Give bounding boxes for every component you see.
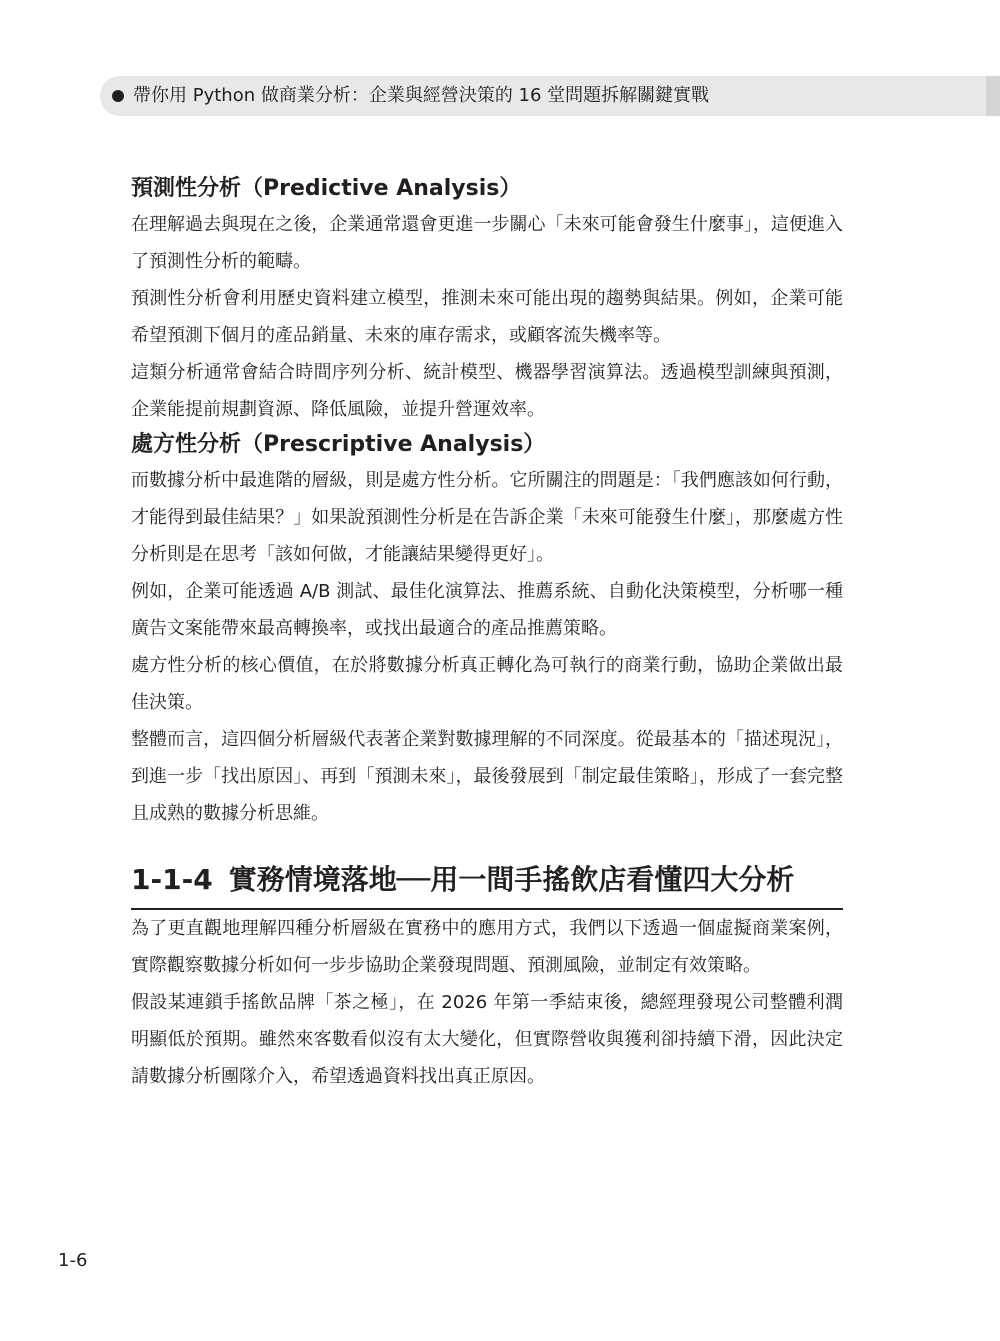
page-number: 1-6 <box>58 1250 88 1271</box>
page-content <box>131 172 843 1095</box>
predictive-heading: 預測性分析（Predictive Analysis） <box>131 176 522 201</box>
paragraph: 在理解過去與現在之後，企業通常還會更進一步關心「未來可能會發生什麼事」，這便進入了預測性分析的範疇。 <box>131 214 843 272</box>
paragraph: 假設某連鎖手搖飲品牌「茶之極」，在 2026 年第一季結束後，總經理發現公司整體利潤明顯低於預期。雖然來客數看似沒有太大變化，但實際營收與獲利卻持續下滑，因此決定請數據分析團隊介入，希望透過資料找出真正原因。 <box>131 992 843 1087</box>
bullet-dot-icon <box>112 90 124 102</box>
section-heading <box>131 858 843 910</box>
section-title: 實務情境落地──用一間手搖飲店看懂四大分析 <box>228 863 795 896</box>
paragraph: 處方性分析的核心價值，在於將數據分析真正轉化為可執行的商業行動，協助企業做出最佳決策。 <box>131 655 843 713</box>
paragraph: 而數據分析中最進階的層級，則是處方性分析。它所關注的問題是：「我們應該如何行動，才能得到最佳結果？」如果說預測性分析是在告訴企業「未來可能發生什麼」，那麼處方性分析則是在思考「該如何做，才能讓結果變得更好」。 <box>131 470 843 565</box>
paragraph: 例如，企業可能透過 A/B 測試、最佳化演算法、推薦系統、自動化決策模型，分析哪一種廣告文案能帶來最高轉換率，或找出最適合的產品推薦策略。 <box>131 581 843 639</box>
header-edge-tab <box>986 76 1000 116</box>
paragraph: 為了更直觀地理解四種分析層級在實務中的應用方式，我們以下透過一個虛擬商業案例，實際觀察數據分析如何一步步協助企業發現問題、預測風險，並制定有效策略。 <box>131 918 843 976</box>
paragraph: 預測性分析會利用歷史資料建立模型，推測未來可能出現的趨勢與結果。例如，企業可能希望預測下個月的產品銷量、未來的庫存需求，或顧客流失機率等。 <box>131 288 843 346</box>
running-header-title: 帶你用 Python 做商業分析：企業與經營決策的 16 堂問題拆解關鍵實戰 <box>133 85 710 106</box>
prescriptive-heading: 處方性分析（Prescriptive Analysis） <box>131 432 546 457</box>
paragraph: 整體而言，這四個分析層級代表著企業對數據理解的不同深度。從最基本的「描述現況」，到進一步「找出原因」、再到「預測未來」，最後發展到「制定最佳策略」，形成了一套完整且成熟的數據分析思維。 <box>131 729 843 824</box>
section-number: 1-1-4 <box>131 863 213 896</box>
paragraph: 這類分析通常會結合時間序列分析、統計模型、機器學習演算法。透過模型訓練與預測，企業能提前規劃資源、降低風險，並提升營運效率。 <box>131 362 843 420</box>
